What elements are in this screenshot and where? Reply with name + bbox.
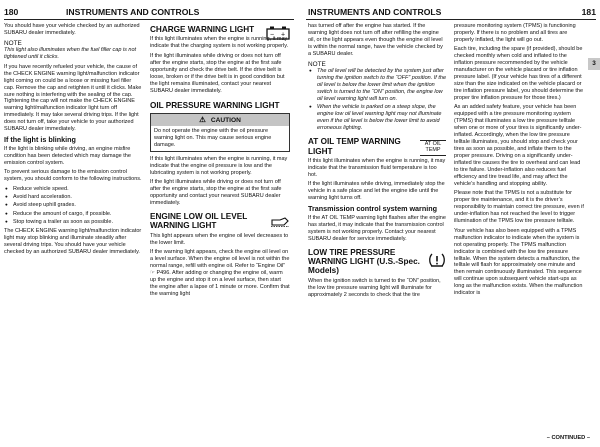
caution-bar [151, 114, 289, 126]
note-list [308, 68, 446, 132]
at-oil-heading-block [308, 137, 446, 156]
tpms-heading-block [308, 248, 446, 276]
note-heading: NOTE [4, 39, 22, 47]
svg-text:+: + [281, 31, 286, 39]
column-3 [308, 23, 446, 301]
paragraph: has turned off after the engine has started. If the warning light does not turn off after refilling the engine oil, or the light appears even though the engine oil level is within the normal range, have the vehicle checked by a SUBARU dealer. [308, 23, 443, 57]
column-2 [150, 23, 290, 300]
paragraph: If the AT OIL TEMP warning light flashes after the engine has started, it may indicate that the transmission control system is not working properly. Contact your nearest SUBARU dealer for service immediately. [308, 214, 446, 242]
caution-box [150, 113, 290, 152]
right-page-header [306, 5, 596, 20]
list-item: ● The oil level will be detected by the system just after turning the ignition switch to the “OFF” position. If the oil level is below the lower limit when the ignition switch is turned to the “ON” position, the engine low oil level warning light will turn on. [308, 68, 446, 103]
battery-icon [266, 26, 290, 43]
paragraph: If you have recently refueled your vehicle, the cause of the CHECK ENGINE warning light/malfunction indicator light coming on could be a loose or missing fuel filler cap. Remove the cap and retighten it until it clicks. Make sure nothing is interfering with the sealing of the cap. Tightening the cap will not make the CHECK ENGINE warning light/malfunction indicator light turn off immediately. It may take several driving trips. If the light does not turn off, take your vehicle to your authorized SUBARU dealer immediately. [4, 63, 142, 133]
list-item: ● When the vehicle is parked on a steep slope, the engine low oil level warning light may not illuminate even if the oil level is below the lower limit to avoid erroneous lighting. [308, 104, 446, 132]
warning-triangle-icon: ⚠ [199, 114, 206, 124]
paragraph: If this light illuminates when the engine is running, it may indicate that the transmission fluid temperature is too hot. [308, 158, 446, 178]
low-oil-heading-block [150, 212, 290, 231]
section-heading-charge: CHARGE WARNING LIGHT [150, 25, 255, 34]
left-page-number: 180 [4, 7, 19, 17]
column-4 [454, 23, 586, 300]
paragraph: If the light is blinking while driving, an engine misfire condition has been detected which may damage the emission control system. [4, 145, 131, 166]
paragraph: If this light illuminates when the engine is running, it may indicate that the charging system is not working properly. [150, 36, 289, 50]
section-heading-low-oil: ENGINE LOW OIL LEVEL WARNING LIGHT [150, 211, 248, 231]
tire-pressure-icon [428, 252, 446, 271]
right-page-title: INSTRUMENTS AND CONTROLS [308, 7, 442, 17]
note-text: This light also illuminates when the fuel filler cap is not tightened until it clicks. [4, 47, 137, 61]
paragraph: pressure monitoring system (TPMS) is functioning properly. If there is no problem and all tires are properly inflated, the light will go out. [454, 23, 576, 43]
paragraph: As an added safety feature, your vehicle has been equipped with a tire pressure monitoring system (TPMS) that illuminates a low tire pressure telltale when one or more of your tires is significantly under-inflated. Accordingly, when the low tire pressure telltale illuminates, you should stop and check your tires as soon as possible, and inflate them to the proper pressure. Driving on a significantly under-inflated tire causes the tire to overheat and can lead to tire failure. Under-inflation also reduces fuel efficiency and tire tread life, and may affect the vehicle’s handling and stopping ability. [454, 104, 582, 187]
paragraph: If the light illuminates while driving or does not turn off after the engine starts, stop the engine at the first safe opportunity and check the drive belt. If the drive belt is loose, broken or if the drive belt is in good condition but the light remains illuminated, contact your nearest SUBARU dealer immediately. [150, 52, 285, 94]
section-heading-blinking: If the light is blinking [4, 134, 76, 144]
section-heading-tpms: LOW TIRE PRESSURE WARNING LIGHT (U.S.-Spec. Models) [308, 247, 420, 276]
right-page-number: 181 [581, 7, 596, 17]
continued-label: – CONTINUED – [546, 435, 590, 441]
at-oil-temp-icon: AT OIL TEMP [420, 140, 446, 156]
list-item: ● Reduce the amount of cargo, if possible. [4, 211, 142, 218]
paragraph: Your vehicle has also been equipped with a TPMS malfunction indicator to indicate when the system is not operating properly. The TPMS malfunction indicator is combined with the low tire pressure telltale. When the system detects a malfunction, the telltale will flash for approximately one minute and then remain continuously illuminated. This sequence will continue upon subsequent vehicle start-ups as long as the malfunction exists. When the malfunction indicator is [454, 227, 583, 297]
caution-label: CAUTION [210, 116, 241, 124]
paragraph: This light appears when the engine oil level decreases to the lower limit. [150, 232, 289, 246]
paragraph: The CHECK ENGINE warning light/malfunction indicator light may stop blinking and illuminate steadily after several driving trips. You should have your vehicle checked by an authorized SUBARU dealer immediately. [4, 228, 142, 256]
paragraph: Please note that the TPMS is not a substitute for proper tire maintenance, and it is the driver’s responsibility to maintain correct tire pressure, even if under-inflation has not reached the level to trigger illumination of the TPMS low tire pressure telltale. [454, 190, 584, 225]
paragraph: If the light illuminates while driving, immediately stop the vehicle in a safe place and let the engine idle until the warning light turns off. [308, 181, 445, 202]
paragraph: When the ignition switch is turned to the “ON” position, the low tire pressure warning light will illuminate for approximately 2 seconds to check that the tire [308, 277, 441, 298]
caution-text: Do not operate the engine with the oil pressure warning light on. This may cause serious engine damage. [154, 127, 272, 148]
section-heading-oil-pressure: OIL PRESSURE WARNING LIGHT [150, 100, 280, 110]
left-page-title: INSTRUMENTS AND CONTROLS [66, 7, 200, 17]
column-1 [4, 23, 142, 259]
paragraph: You should have your vehicle checked by an authorized SUBARU dealer immediately. [4, 23, 140, 36]
chapter-tab: 3 [588, 58, 600, 70]
instruction-list [4, 186, 142, 227]
paragraph: If this light illuminates when the engine is running, it may indicate that the engine oil pressure is low and the lubricating system is not working properly. [150, 155, 288, 176]
list-item: ● Reduce vehicle speed. [4, 186, 142, 193]
charge-heading-block [150, 25, 290, 39]
list-item: ● Avoid hard acceleration. [4, 194, 142, 201]
section-heading-transmission: Transmission control system warning [308, 203, 438, 213]
left-page-header [4, 5, 294, 20]
list-item: ● Stop towing a trailer as soon as possible. [4, 219, 142, 226]
svg-text:−: − [270, 31, 275, 39]
paragraph: If the warning light appears, check the engine oil level on a level surface. When the engine oil level is not within the normal range, refill with engine oil. Refer to “Engine Oil” ☞ P496. After adding or changing the engine oil, warm up the engine and stop it on a level surface, then start the engine after a lapse of 1 minute or more. Confirm that the warning light [150, 249, 290, 297]
oil-level-icon [270, 216, 290, 230]
paragraph: To prevent serious damage to the emission control system, you should conform to the following instructions. [4, 169, 142, 183]
section-heading-at-oil-temp: AT OIL TEMP WARNING LIGHT [308, 137, 401, 156]
list-item: ● Avoid steep uphill grades. [4, 202, 142, 209]
paragraph: If the light illuminates while driving or does not turn off after the engine starts, stop the engine at the first safe opportunity and contact your nearest SUBARU dealer immediately. [150, 179, 282, 207]
paragraph: Each tire, including the spare (if provided), should be checked monthly when cold and inflated to the inflation pressure recommended by the vehicle manufacturer on the vehicle placard or tire inflation pressure label. (If your vehicle has tires of a different size than the size indicated on the vehicle placard or tire inflation pressure label, you should determine the proper tire inflation pressure for those tires.) [454, 46, 584, 102]
note-heading: NOTE [308, 60, 326, 68]
